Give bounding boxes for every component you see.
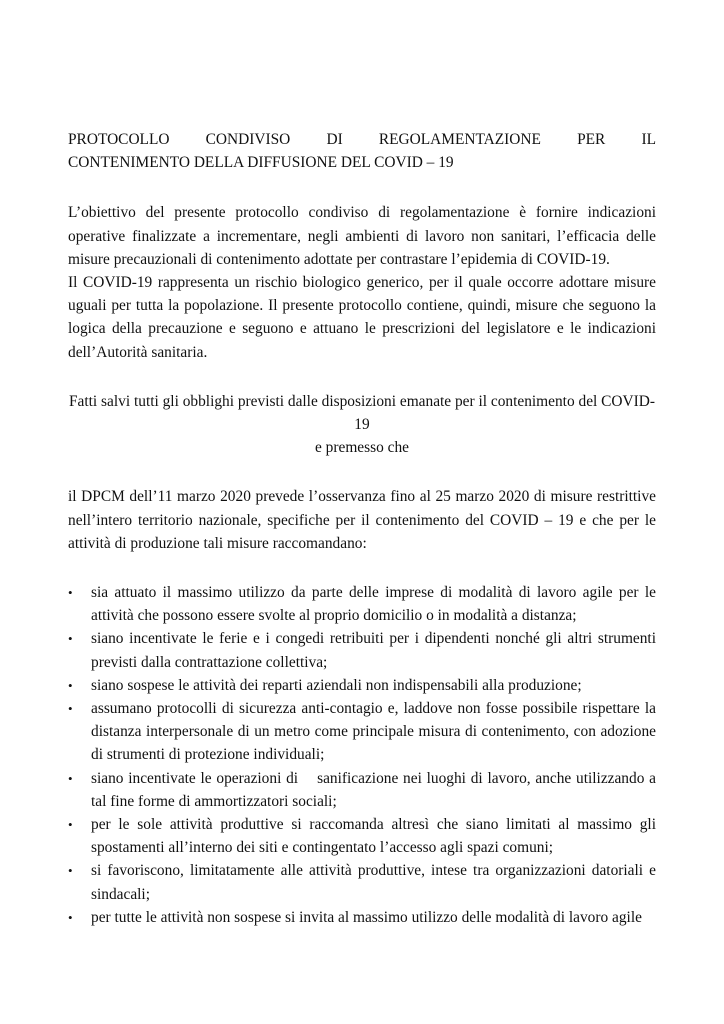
bullet-icon: • xyxy=(68,863,73,879)
bullet-icon: • xyxy=(68,770,73,786)
bullet-icon: • xyxy=(68,701,73,717)
bullet-icon: • xyxy=(68,631,73,647)
bullet-icon: • xyxy=(68,817,73,833)
list-item xyxy=(68,581,656,627)
list-item xyxy=(68,767,660,813)
measure-text: sia attuato il massimo utilizzo da parte delle imprese di modalità di lavoro agile per le attività che possono essere svolte al proprio domicilio o in modalità a distanza; xyxy=(91,584,656,625)
premise-line: Fatti salvi tutti gli obblighi previsti dalle disposizioni emanate per il contenimento del COVID-19 xyxy=(68,392,656,434)
list-item xyxy=(68,906,656,929)
document-body xyxy=(68,128,660,929)
measure-text: siano sospese le attività dei reparti aziendali non indispensabili alla produzione; xyxy=(91,676,582,694)
premise-block xyxy=(68,390,656,460)
dpcm-paragraph: il DPCM dell’11 marzo 2020 prevede l’osservanza fino al 25 marzo 2020 di misure restrittive nell’intero territorio nazionale, specifiche per il contenimento del COVID – 19 e che per le attività di produzione tali misure raccomandano: xyxy=(68,488,656,552)
measure-text: siano incentivate le operazioni di sanificazione nei luoghi di lavoro, anche utilizzando a tal fine forme di ammortizzatori sociali; xyxy=(91,769,660,810)
measure-text: per tutte le attività non sospese si invita al massimo utilizzo delle modalità di lavoro agile xyxy=(91,908,642,926)
bullet-icon: • xyxy=(68,677,73,693)
list-item xyxy=(68,674,656,697)
intro-paragraph-objective: L’obiettivo del presente protocollo condiviso di regolamentazione è fornire indicazioni operative finalizzate a incrementare, negli ambienti di lavoro non sanitari, l’efficacia delle misure precauzionali di contenimento adottate per contrastare l’epidemia di COVID-19. xyxy=(68,204,656,268)
measure-text: assumano protocolli di sicurezza anti-contagio e, laddove non fosse possibile rispettare la distanza interpersonale di un metro come principale misura di contenimento, con adozione di strumenti di protezione individuali; xyxy=(91,700,656,764)
bullet-icon: • xyxy=(68,909,73,925)
list-item xyxy=(68,697,656,767)
list-item xyxy=(68,627,656,673)
list-item xyxy=(68,813,656,859)
intro-paragraph-risk: Il COVID-19 rappresenta un rischio biologico generico, per il quale occorre adottare misure uguali per tutta la popolazione. Il presente protocollo contiene, quindi, misure che seguono la logica della precauzione e seguono e attuano le prescrizioni del legislatore e le indicazioni dell’Autorità sanitaria. xyxy=(68,274,656,361)
bullet-icon: • xyxy=(68,585,73,601)
document-title xyxy=(68,128,656,174)
measures-list xyxy=(68,581,660,929)
title-line-1: PROTOCOLLO CONDIVISO DI REGOLAMENTAZIONE PER IL xyxy=(68,131,656,148)
measure-text: si favoriscono, limitatamente alle attività produttive, intese tra organizzazioni datoriali e sindacali; xyxy=(91,862,656,903)
measure-text: siano incentivate le ferie e i congedi retribuiti per i dipendenti nonché gli altri strumenti previsti dalla contrattazione collettiva; xyxy=(91,630,656,671)
premise-subline: e premesso che xyxy=(314,439,409,457)
list-item xyxy=(68,859,656,905)
measure-text: per le sole attività produttive si raccomanda altresì che siano limitati al massimo gli spostamenti all’interno dei siti e contingentato l’accesso agli spazi comuni; xyxy=(91,816,656,857)
title-line-2: CONTENIMENTO DELLA DIFFUSIONE DEL COVID – 19 xyxy=(68,154,454,172)
